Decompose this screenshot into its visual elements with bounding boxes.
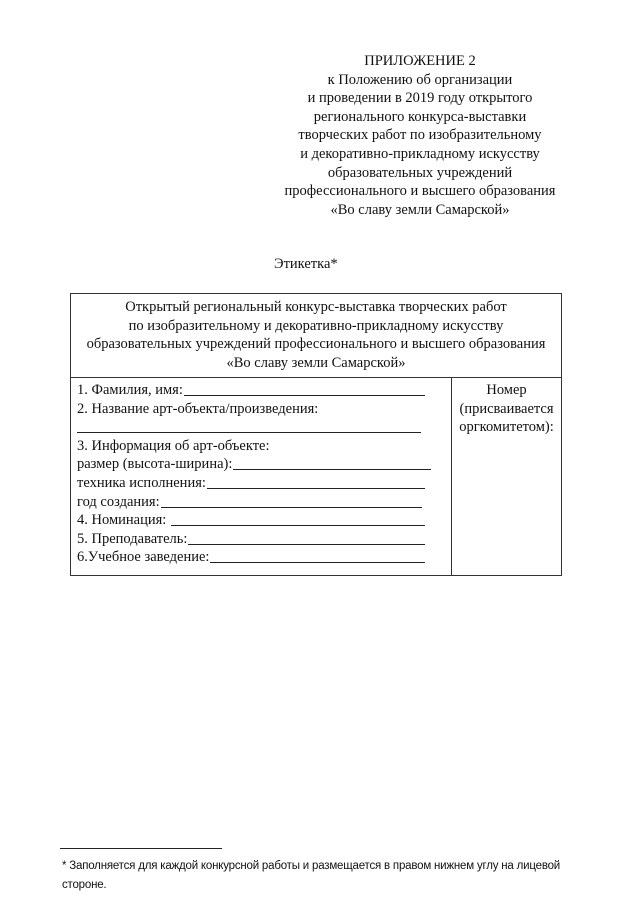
appendix-line: регионального конкурса-выставки: [313, 108, 527, 125]
field-size[interactable]: [77, 455, 425, 474]
field-title-line[interactable]: [77, 418, 425, 437]
field-label: техника исполнения:: [77, 474, 206, 491]
contest-title-line: по изобразительному и декоративно-прикладному искусству: [128, 317, 504, 334]
field-nomination[interactable]: [77, 511, 425, 530]
appendix-line: и декоративно-прикладному искусству: [300, 145, 540, 162]
field-label: 1. Фамилия, имя:: [77, 382, 183, 398]
number-label: Номер: [486, 382, 527, 398]
fill-line[interactable]: [171, 511, 425, 526]
field-label: 2. Название арт-объекта/произведения:: [77, 400, 319, 417]
contest-title: [71, 294, 561, 378]
field-title: [77, 400, 425, 419]
entry-form: [71, 378, 452, 575]
field-label: 4. Номинация:: [77, 512, 167, 529]
label-title: Этикетка*: [274, 256, 338, 272]
footnote-divider: [60, 848, 222, 849]
number-note: (присваивается: [459, 400, 554, 417]
field-teacher[interactable]: [77, 530, 425, 549]
number-note: оргкомитетом):: [459, 419, 554, 436]
field-label: 6.Учебное заведение:: [77, 549, 210, 566]
fill-line[interactable]: [161, 493, 422, 508]
appendix-line: к Положению об организации: [327, 71, 513, 88]
field-technique[interactable]: [77, 474, 425, 493]
fill-line[interactable]: [210, 548, 425, 563]
contest-title-line: образовательных учреждений профессионального и высшего образования: [86, 336, 546, 353]
field-institution[interactable]: [77, 548, 425, 567]
fill-line[interactable]: [184, 381, 425, 396]
appendix-line: профессионального и высшего образования: [284, 183, 556, 200]
field-label: год создания:: [77, 493, 160, 510]
field-label: размер (высота-ширина):: [77, 456, 233, 473]
field-year[interactable]: [77, 493, 425, 512]
field-name[interactable]: [77, 381, 425, 400]
fill-line[interactable]: [77, 418, 421, 433]
field-label: 5. Преподаватель:: [77, 530, 188, 547]
field-label: 3. Информация об арт-объекте:: [77, 437, 270, 454]
appendix-number: ПРИЛОЖЕНИЕ 2: [364, 53, 476, 69]
contest-title-line: Открытый региональный конкурс-выставка творческих работ: [125, 299, 507, 315]
fill-line[interactable]: [233, 455, 431, 470]
appendix-line: и проведении в 2019 году открытого: [307, 90, 533, 107]
appendix-line: «Во славу земли Самарской»: [330, 201, 510, 218]
footnote: * Заполняется для каждой конкурсной работы и размещается в правом нижнем углу на лицевой стороне.: [62, 860, 561, 891]
fill-line[interactable]: [188, 530, 425, 545]
fill-line[interactable]: [207, 474, 425, 489]
appendix-line: творческих работ по изобразительному: [298, 127, 542, 144]
label-table: [70, 293, 562, 576]
appendix-header: [260, 52, 580, 219]
contest-title-line: «Во славу земли Самарской»: [226, 354, 406, 371]
field-info: [77, 437, 425, 456]
appendix-line: образовательных учреждений: [327, 164, 513, 181]
number-cell[interactable]: [452, 378, 561, 575]
